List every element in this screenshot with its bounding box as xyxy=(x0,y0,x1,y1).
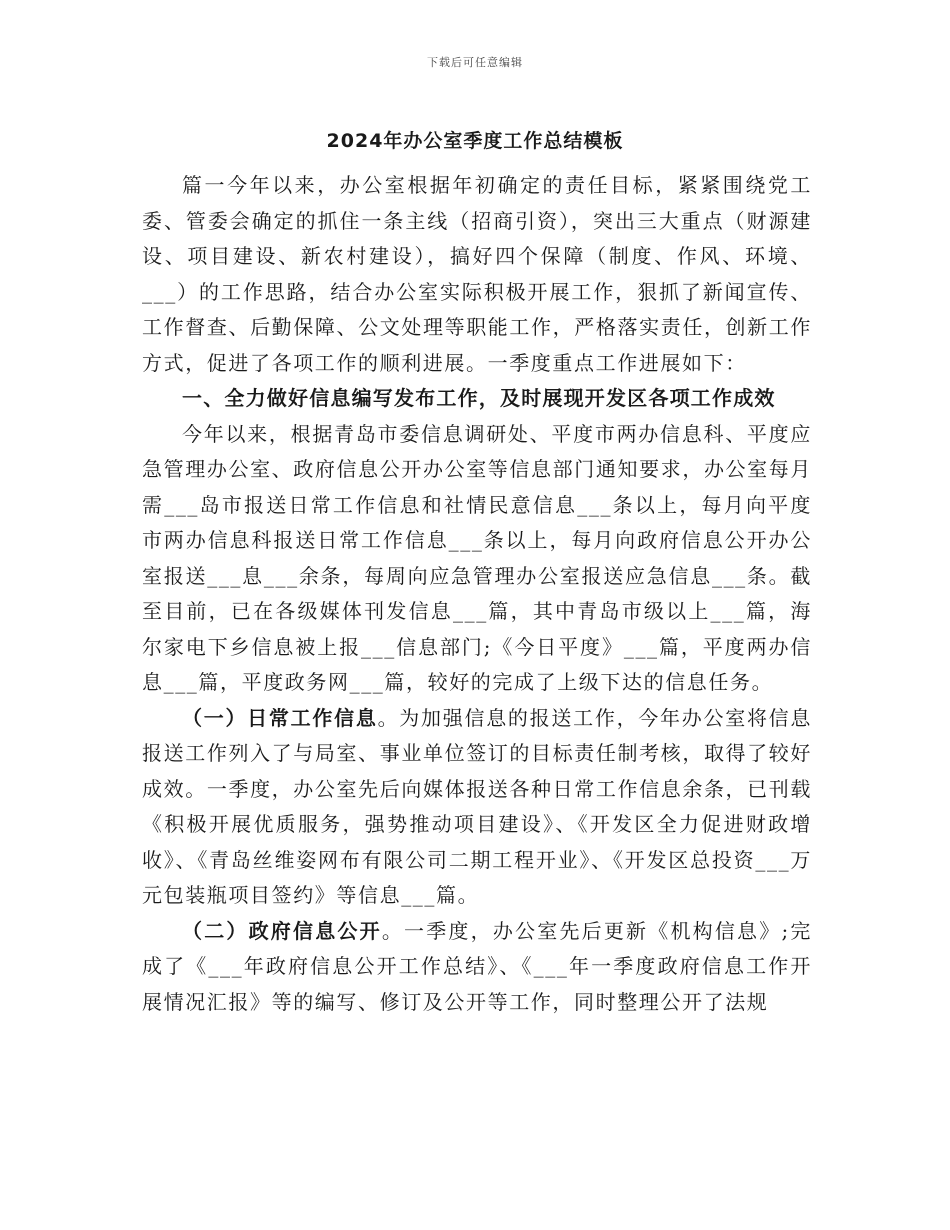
gov-info-lead: （二）政府信息公开 xyxy=(182,918,382,943)
gov-info-paragraph xyxy=(142,914,812,1021)
intro-paragraph: 篇一今年以来，办公室根据年初确定的责任目标，紧紧围绕党工委、管委会确定的抓住一条主线（招商引资），突出三大重点（财源建设、项目建设、新农村建设），搞好四个保障（制度、作风、环境、___）的工作思路，结合办公室实际积极开展工作，狠抓了新闻宣传、工作督查、后勤保障、公文处理等职能工作，严格落实责任，创新工作方式，促进了各项工作的顺利进展。一季度重点工作进展如下： xyxy=(142,173,812,375)
document-body xyxy=(142,168,812,1020)
section-heading-1: 一、全力做好信息编写发布工作，及时展现开发区各项工作成效 xyxy=(182,386,776,410)
gov-info-body: 。一季度，办公室先后更新《机构信息》;完成了《___年政府信息公开工作总结》、《___年一季度政府信息工作开展情况汇报》等的编写、修订及公开等工作，同时整理公开了法规 xyxy=(142,918,812,1014)
information-paragraph: 今年以来，根据青岛市委信息调研处、平度市两办信息科、平度应急管理办公室、政府信息公开办公室等信息部门通知要求，办公室每月需___岛市报送日常工作信息和社情民意信息___条以上，每月向平度市两办信息科报送日常工作信息___条以上，每月向政府信息公开办公室报送___息___余条，每周向应急管理办公室报送应急信息___条。截至目前，已在各级媒体刊发信息___篇，其中青岛市级以上___篇，海尔家电下乡信息被上报___信息部门;《今日平度》___篇，平度两办信息___篇，平度政务网___篇，较好的完成了上级下达的信息任务。 xyxy=(142,421,812,694)
daily-info-body: 。为加强信息的报送工作，今年办公室将信息报送工作列入了与局室、事业单位签订的目标责任制考核，取得了较好成效。一季度，办公室先后向媒体报送各种日常工作信息余条，已刊载《积极开展优质服务，强势推动项目建设》、《开发区全力促进财政增收》、《青岛丝维姿网布有限公司二期工程开业》、《开发区总投资___万元包装瓶项目签约》等信息___篇。 xyxy=(142,705,813,907)
document-title: 2024年办公室季度工作总结模板 xyxy=(326,130,624,152)
download-note: 下载后可任意编辑 xyxy=(427,56,523,69)
daily-info-lead: （一）日常工作信息 xyxy=(182,705,378,730)
daily-info-paragraph xyxy=(142,701,812,914)
